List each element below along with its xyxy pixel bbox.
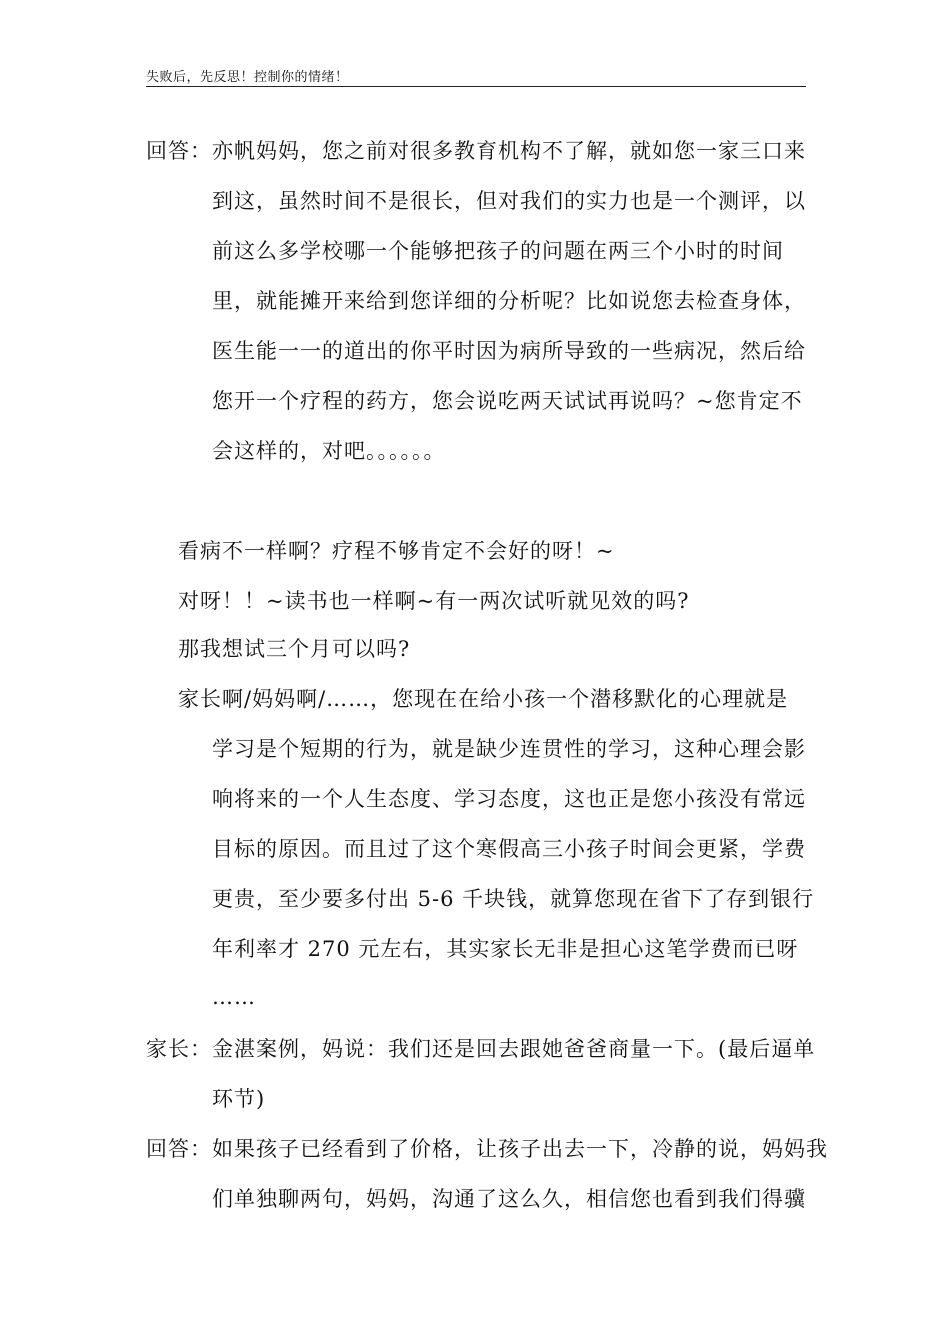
header-text: 失败后，先反思！控制你的情绪！ (146, 70, 349, 85)
text-line: 前这么多学校哪一个能够把孩子的问题在两三个小时的时间 (212, 239, 784, 263)
text-line: 会这样的，对吧。。。。。。 (212, 439, 446, 463)
text-line: 学习是个短期的行为，就是缺少连贯性的学习，这种心理会影 (212, 737, 806, 761)
text-line: 那我想试三个月可以吗? (178, 637, 411, 661)
text-line: …… (212, 985, 256, 1009)
text-line: 家长啊/妈妈啊/……，您现在在给小孩一个潜移默化的心理就是 (178, 687, 789, 711)
text-line: 对呀！！~读书也一样啊~有一两次试听就见效的吗? (178, 589, 690, 613)
text-line: 您开一个疗程的药方，您会说吃两天试试再说吗？~您肯定不 (212, 389, 803, 413)
text-line: 们单独聊两句，妈妈，沟通了这么久，相信您也看到我们得骥 (212, 1187, 806, 1211)
text-line: 年利率才 270 元左右，其实家长无非是担心这笔学费而已呀 (212, 937, 799, 961)
text-line: 环节) (212, 1087, 266, 1111)
text-line: 目标的原因。而且过了这个寒假高三小孩子时间会更紧，学费 (212, 837, 806, 861)
text-line: 响将来的一个人生态度、学习态度，这也正是您小孩没有常远 (212, 787, 806, 811)
page-header (146, 64, 806, 87)
text-line: 里，就能摊开来给到您详细的分析呢？比如说您去检查身体， (212, 289, 806, 313)
text-line: 更贵，至少要多付出 5-6 千块钱，就算您现在省下了存到银行 (212, 887, 815, 911)
text-line: 医生能一一的道出的你平时因为病所导致的一些病况，然后给 (212, 339, 806, 363)
text-line: 回答：亦帆妈妈，您之前对很多教育机构不了解，就如您一家三口来 (146, 139, 806, 163)
text-line: 看病不一样啊？疗程不够肯定不会好的呀！~ (178, 539, 615, 563)
text-line: 家长：金湛案例，妈说：我们还是回去跟她爸爸商量一下。(最后逼单 (146, 1037, 816, 1061)
text-line: 回答：如果孩子已经看到了价格，让孩子出去一下，冷静的说，妈妈我 (146, 1137, 828, 1161)
text-line: 到这，虽然时间不是很长，但对我们的实力也是一个测评，以 (212, 189, 806, 213)
